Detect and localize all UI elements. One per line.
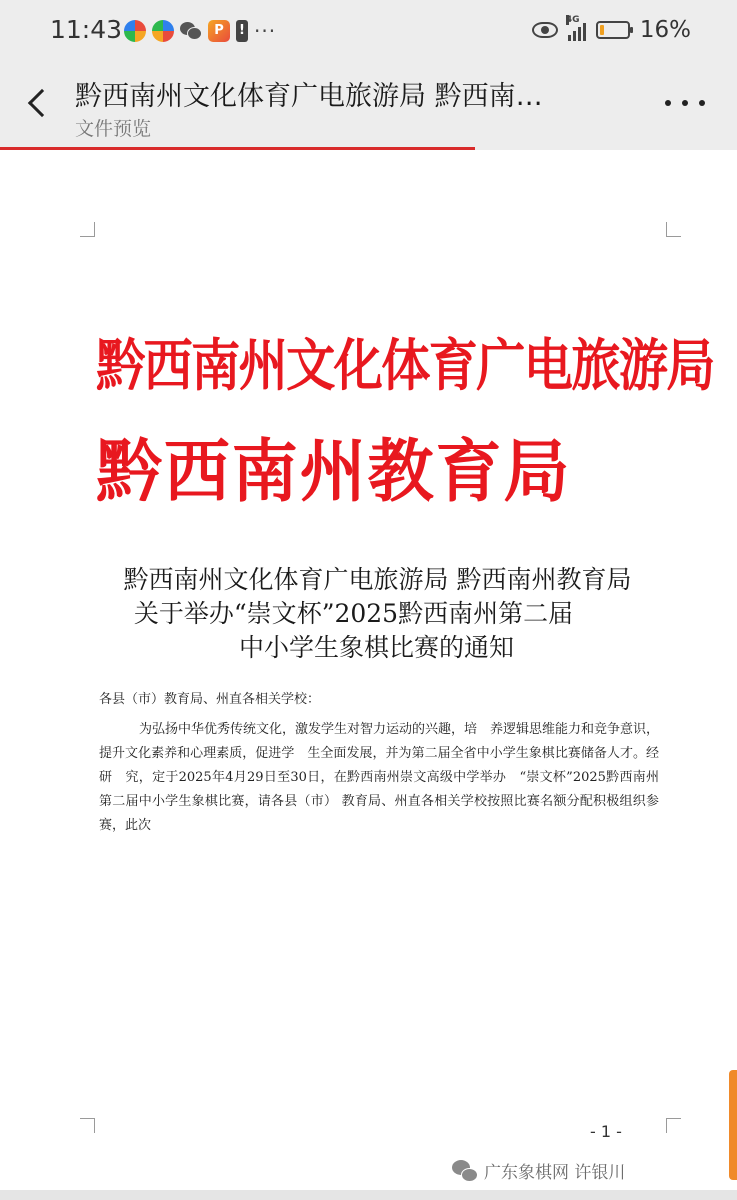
status-time: 11:43	[50, 15, 123, 44]
app-notification-icon	[124, 20, 146, 42]
dot-icon	[699, 100, 705, 106]
app-notification-icon	[152, 20, 174, 42]
notice-title-line: 黔西南州文化体育广电旅游局 黔西南州教育局	[123, 565, 632, 594]
more-notifications-icon: ···	[254, 19, 277, 43]
network-type-label: 4G	[565, 15, 580, 25]
document-subtitle: 文件预览	[75, 118, 152, 140]
body-paragraph: 为弘扬中华优秀传统文化，激发学生对智力运动的兴趣，培 养逻辑思维能力和竞争意识，提升文化素养和心理素质，促进学 生全面发展，并为第二届全省中小学生象棋比赛储备人才。经研 究，定于2025年4月29日至30日，在黔西南州崇文高级中学举办 “崇文杯”2025黔西南州第二届中小学生象棋比赛，请各县（市） 教育局、州直各相关学校按照比赛名额分配积极组织参赛，此次	[99, 722, 660, 833]
salutation: 各县（市）教育局、州直各相关学校：	[99, 692, 321, 707]
page-corner-mark	[80, 222, 95, 237]
issuer-header-1: 黔西南州文化体育广电旅游局	[96, 334, 714, 399]
page-corner-mark	[666, 222, 681, 237]
wechat-icon	[452, 1160, 478, 1182]
status-bar	[0, 0, 737, 64]
app-bar	[0, 64, 737, 150]
dot-icon	[682, 100, 688, 106]
signal-icon	[565, 15, 586, 41]
issuer-header-2: 黔西南州教育局	[96, 433, 572, 512]
page-corner-mark	[80, 1118, 95, 1133]
scrollbar-thumb[interactable]	[729, 1070, 737, 1180]
wechat-notification-icon	[180, 22, 202, 40]
alert-icon: !	[236, 20, 248, 42]
battery-icon	[596, 21, 630, 39]
page-corner-mark	[666, 1118, 681, 1133]
app-tile-icon: P	[208, 20, 230, 42]
notice-title-line: 关于举办“崇文杯”2025黔西南州第二届	[133, 599, 574, 628]
document-page[interactable]	[0, 150, 737, 1190]
more-options-button[interactable]	[665, 86, 705, 120]
dot-icon	[665, 100, 671, 106]
bottom-bar	[0, 1190, 737, 1200]
battery-percent: 16%	[639, 17, 691, 43]
notice-title-line: 中小学生象棋比赛的通知	[238, 633, 514, 662]
watermark	[452, 1158, 625, 1183]
eye-comfort-icon	[532, 22, 558, 38]
status-indicators	[532, 17, 691, 43]
notification-icons	[124, 19, 276, 43]
watermark-text: 广东象棋网 许银川	[484, 1163, 626, 1183]
battery-level	[600, 25, 604, 35]
page-number: - 1 -	[590, 1122, 622, 1141]
document-title: 黔西南州文化体育广电旅游局 黔西南…	[75, 81, 543, 112]
back-button[interactable]	[22, 84, 58, 124]
